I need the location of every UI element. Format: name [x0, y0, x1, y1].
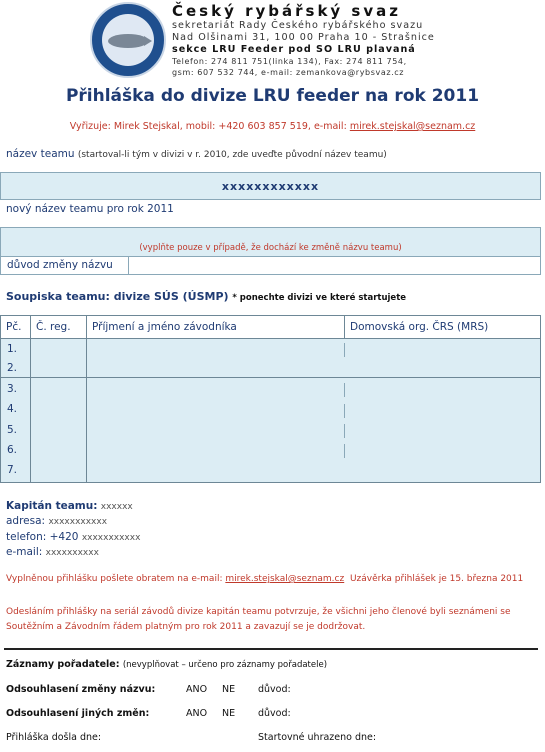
cell-divider [344, 383, 345, 397]
team-name-field[interactable]: xxxxxxxxxxxx [0, 172, 541, 200]
email-value[interactable]: xxxxxxxxxx [45, 548, 99, 558]
table-row: 4. [7, 403, 18, 415]
email-row [6, 546, 99, 558]
new-name-field[interactable] [0, 227, 541, 257]
name-change-label: Odsouhlasení změny názvu: [6, 684, 156, 695]
new-name-label: nový název teamu pro rok 2011 [6, 203, 174, 215]
org-line2: Nad Olšinami 31, 100 00 Praha 10 - Strašnice [172, 32, 435, 43]
deadline-text: Uzávěrka přihlášek je 15. března 2011 [349, 574, 524, 584]
col-divider [86, 316, 87, 482]
logo [90, 2, 166, 78]
cell-divider [344, 424, 345, 438]
send-email-link[interactable]: mirek.stejskal@seznam.cz [225, 574, 345, 584]
table-row: 2. [7, 362, 18, 374]
other-change-reason: důvod: [258, 708, 291, 719]
phone-label: telefon: [6, 531, 47, 543]
organizer-note: (nevyplňovat – určeno pro záznamy pořadatele) [122, 660, 328, 670]
page-title: Přihláška do divize LRU feeder na rok 2011 [65, 86, 480, 106]
fish-icon [108, 34, 148, 48]
col-header-name: Příjmení a jméno závodníka [92, 321, 237, 333]
organizer-title: Záznamy pořadatele: [6, 659, 120, 670]
cell-divider [344, 404, 345, 418]
email-label: e-mail: [6, 546, 43, 558]
cell-divider [344, 343, 345, 357]
org-line4: Telefon: 274 811 751(linka 134), Fax: 274 811 754, [172, 57, 407, 66]
name-change-reason: důvod: [258, 684, 291, 695]
new-name-note: (vyplňte pouze v případě, že dochází ke změně názvu teamu) [139, 243, 402, 253]
roster-table [0, 315, 541, 483]
other-change-yes[interactable]: ANO [186, 708, 208, 719]
phone-row [6, 531, 140, 543]
reason-row [0, 257, 541, 275]
logo-emblem [102, 14, 154, 66]
contact-email-link[interactable]: mirek.stejskal@seznam.cz [349, 121, 476, 132]
col-header-order: Pč. [6, 321, 22, 333]
col-divider [344, 316, 345, 339]
team-label-row [6, 148, 387, 160]
contact-text: Vyřizuje: Mirek Stejskal, mobil: +420 603 857 519, e-mail: [69, 121, 350, 132]
roster-note: * ponechte divizi ve které startujete [232, 293, 407, 303]
org-line5: gsm: 607 532 744, e-mail: zemankova@rybsvaz.cz [172, 68, 405, 77]
reason-field[interactable] [130, 257, 540, 274]
send-notice [6, 572, 536, 587]
divider [4, 648, 538, 650]
phone-value[interactable]: xxxxxxxxxxx [81, 533, 141, 543]
col-header-reg: Č. reg. [36, 321, 71, 333]
col-header-org: Domovská org. ČRS (MRS) [350, 321, 489, 333]
letterhead [172, 2, 542, 78]
contact-line [0, 121, 545, 132]
table-row: 3. [7, 383, 18, 395]
name-change-yes[interactable]: ANO [186, 684, 208, 695]
table-row: 6. [7, 444, 18, 456]
reason-label: důvod změny názvu [1, 257, 129, 274]
received-label: Přihláška došla dne: [6, 732, 102, 743]
roster-title-row [6, 290, 406, 303]
team-note: (startoval-li tým v divizi v r. 2010, zde uveďte původní název teamu) [77, 150, 387, 160]
team-label: název teamu [6, 148, 75, 160]
captain-label: Kapitán teamu: [6, 500, 98, 512]
confirm-notice: Odesláním přihlášky na seriál závodů divize kapitán teamu potvrzuje, že všichni jeho členové byli seznámeni se Soutěžním a Závodním řádem platným pro rok 2011 a zavazují se je dodržovat. [6, 607, 511, 632]
captain-row [6, 500, 133, 512]
table-row: 7. [7, 464, 18, 476]
organizer-title-row [6, 659, 327, 670]
fish-tail-icon [144, 36, 152, 46]
col-divider [30, 316, 31, 482]
other-change-no[interactable]: NE [222, 708, 236, 719]
table-row: 5. [7, 424, 18, 436]
table-row: 1. [7, 343, 18, 355]
address-label: adresa: [6, 515, 46, 527]
phone-prefix: +420 [49, 531, 79, 543]
address-row [6, 515, 107, 527]
roster-header-row [1, 316, 540, 339]
org-line1: sekretariát Rady Českého rybářského svazu [172, 20, 424, 31]
roster-title: Soupiska teamu: divize SÚS (ÚSMP) [6, 290, 229, 303]
name-change-no[interactable]: NE [222, 684, 236, 695]
org-name: Český rybářský svaz [172, 2, 401, 20]
other-change-label: Odsouhlasení jiných změn: [6, 708, 150, 719]
captain-name[interactable]: xxxxxx [100, 502, 133, 512]
paid-label: Startovné uhrazeno dne: [258, 732, 377, 743]
send-text: Vyplněnou přihlášku pošlete obratem na e-mail: [6, 574, 226, 584]
cell-divider [344, 444, 345, 458]
org-line3: sekce LRU Feeder pod SO LRU plavaná [172, 44, 416, 55]
row-separator [1, 377, 540, 378]
address-value[interactable]: xxxxxxxxxxx [48, 517, 108, 527]
